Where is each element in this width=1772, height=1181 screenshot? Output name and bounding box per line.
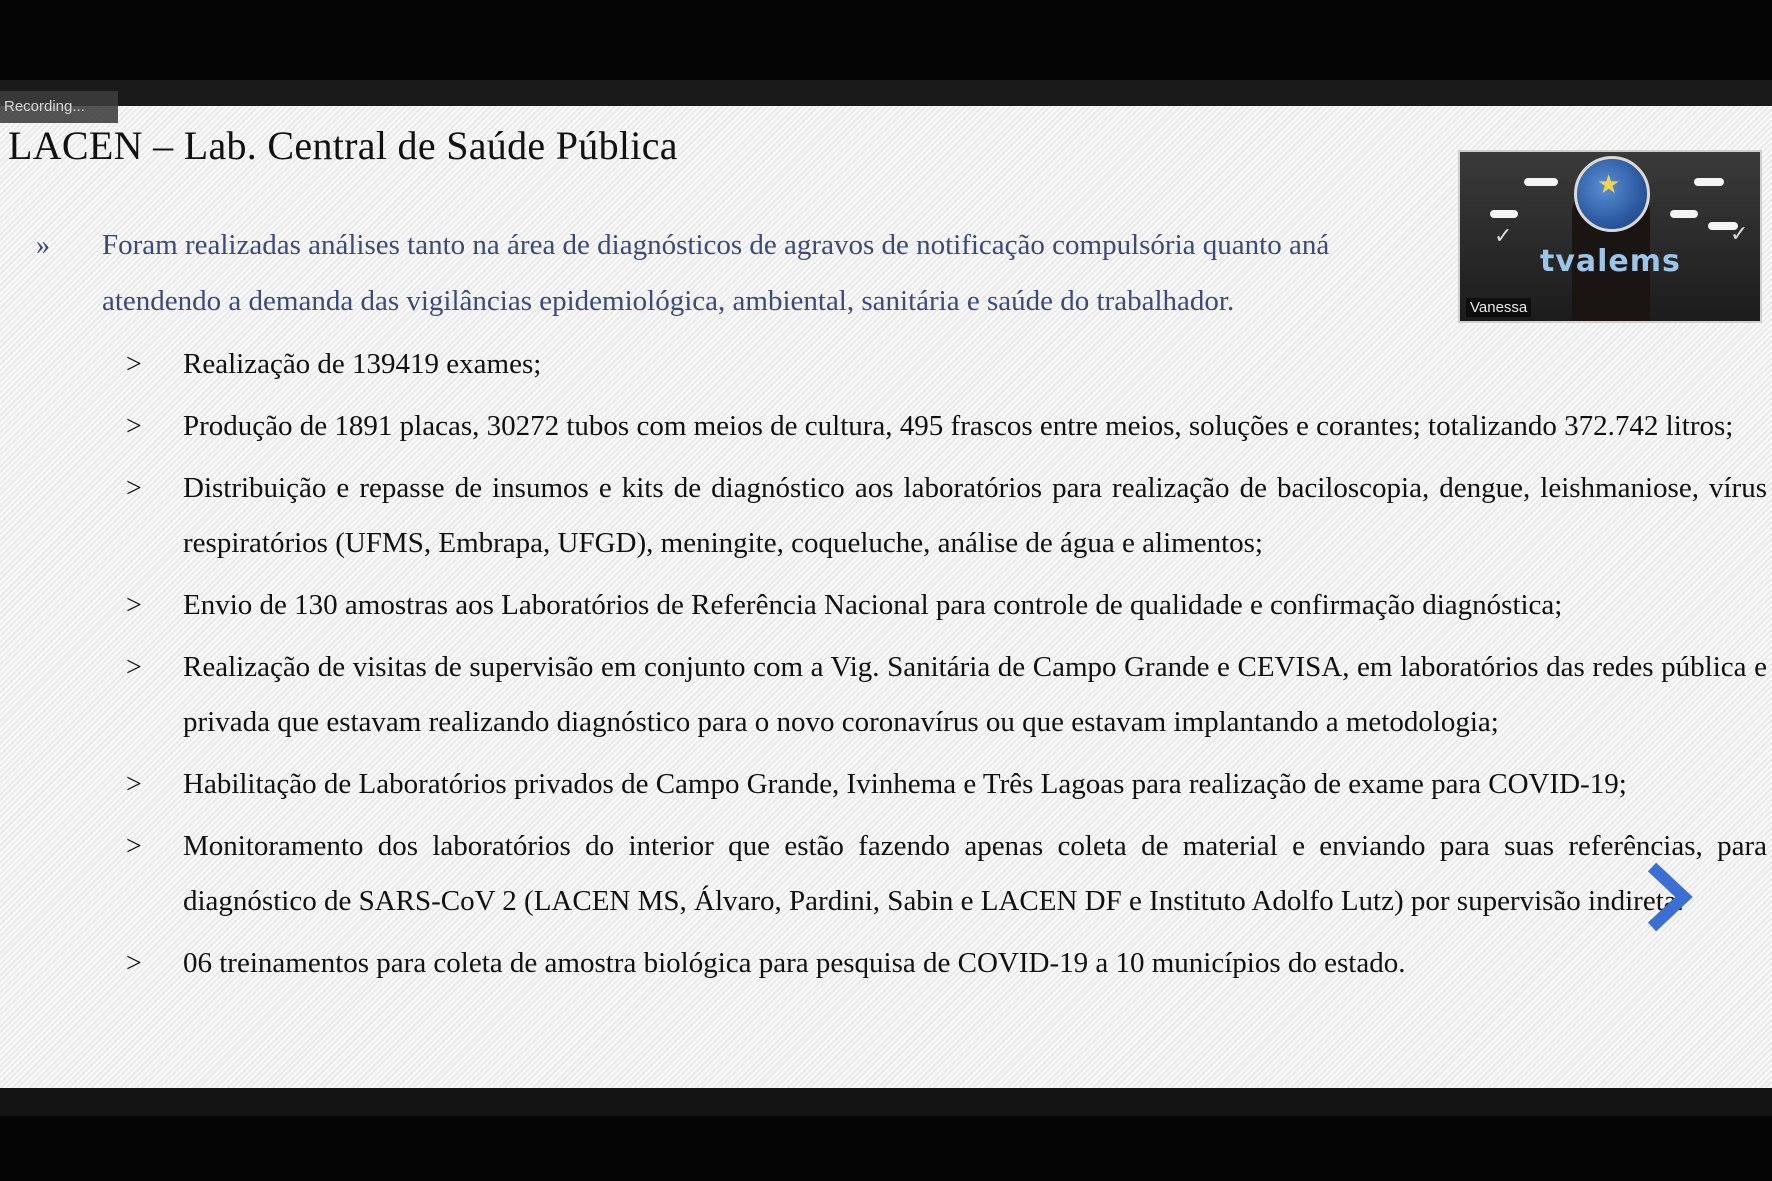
channel-logo-text: tvalems (1540, 244, 1681, 279)
list-item-text: Produção de 1891 placas, 30272 tubos com meios de cultura, 495 frascos entre meios, soluções e corantes; totalizando 372.742 litros; (183, 410, 1734, 442)
ceiling-light (1490, 210, 1518, 218)
check-mark-icon: ✓ (1494, 224, 1513, 249)
check-mark-icon: ✓ (1730, 222, 1749, 247)
top-toolbar-strip (0, 80, 1772, 106)
item-marker: > (126, 590, 142, 621)
slide-title: LACEN – Lab. Central de Saúde Pública (8, 123, 678, 168)
bottom-toolbar-strip (0, 1088, 1772, 1116)
item-marker: > (126, 948, 142, 979)
list-item-text: Envio de 130 amostras aos Laboratórios de Referência Nacional para controle de qualidade e confirmação diagnóstica; (183, 589, 1563, 621)
list-item (0, 936, 1772, 991)
next-slide-button[interactable] (1638, 857, 1698, 937)
list-item (0, 757, 1772, 812)
list-item-text: Habilitação de Laboratórios privados de Campo Grande, Ivinhema e Três Lagoas para realização de exame para COVID-19; (183, 768, 1627, 800)
list-item (0, 578, 1772, 633)
list-item (0, 399, 1772, 454)
intro-line-2: atendendo a demanda das vigilâncias epidemiológica, ambiental, sanitária e saúde do trabalhador. (102, 285, 1235, 317)
list-item-text: Distribuição e repasse de insumos e kits de diagnóstico aos laboratórios para realização de baciloscopia, dengue, leishmaniose, vírus respiratórios (UFMS, Embrapa, UFGD), meningite, coqueluche, análise de água e alimentos; (183, 472, 1767, 559)
list-item (0, 640, 1772, 750)
list-item (0, 461, 1772, 571)
list-item-text: Monitoramento dos laboratórios do interior que estão fazendo apenas coleta de material e enviando para suas referências, para diagnóstico de SARS-CoV 2 (LACEN MS, Álvaro, Pardini, Sabin e LACEN DF e Instituto Adolfo Lutz) por supervisão indireta. (183, 830, 1767, 917)
bullet-list (0, 337, 1772, 998)
list-item-text: Realização de 139419 exames; (183, 348, 542, 380)
item-marker: > (126, 769, 142, 800)
ceiling-light (1670, 210, 1698, 218)
list-item (0, 819, 1772, 929)
recording-indicator: Recording... (0, 91, 118, 123)
list-item-text: 06 treinamentos para coleta de amostra biológica para pesquisa de COVID-19 a 10 municípios do estado. (183, 947, 1406, 979)
list-item-text: Realização de visitas de supervisão em conjunto com a Vig. Sanitária de Campo Grande e CEVISA, em laboratórios das redes pública e privada que estavam realizando diagnóstico para o novo coronavírus ou que estavam implantando a metodologia; (183, 651, 1767, 738)
top-black-bar (0, 0, 1772, 80)
ceiling-light (1524, 178, 1558, 186)
participant-video-tile[interactable] (1458, 150, 1762, 323)
ceiling-light (1694, 178, 1724, 186)
star-icon: ★ (1597, 170, 1621, 200)
item-marker: > (126, 349, 142, 380)
list-item (0, 337, 1772, 392)
participant-name: Vanessa (1466, 298, 1531, 317)
item-marker: > (126, 652, 142, 683)
intro-line-1: Foram realizadas análises tanto na área de diagnósticos de agravos de notificação compulsória quanto aná (102, 229, 1330, 261)
chevron-right-icon (1638, 857, 1698, 937)
item-marker: > (126, 411, 142, 442)
intro-bullet: » (36, 230, 50, 261)
item-marker: > (126, 473, 142, 504)
item-marker: > (126, 831, 142, 862)
